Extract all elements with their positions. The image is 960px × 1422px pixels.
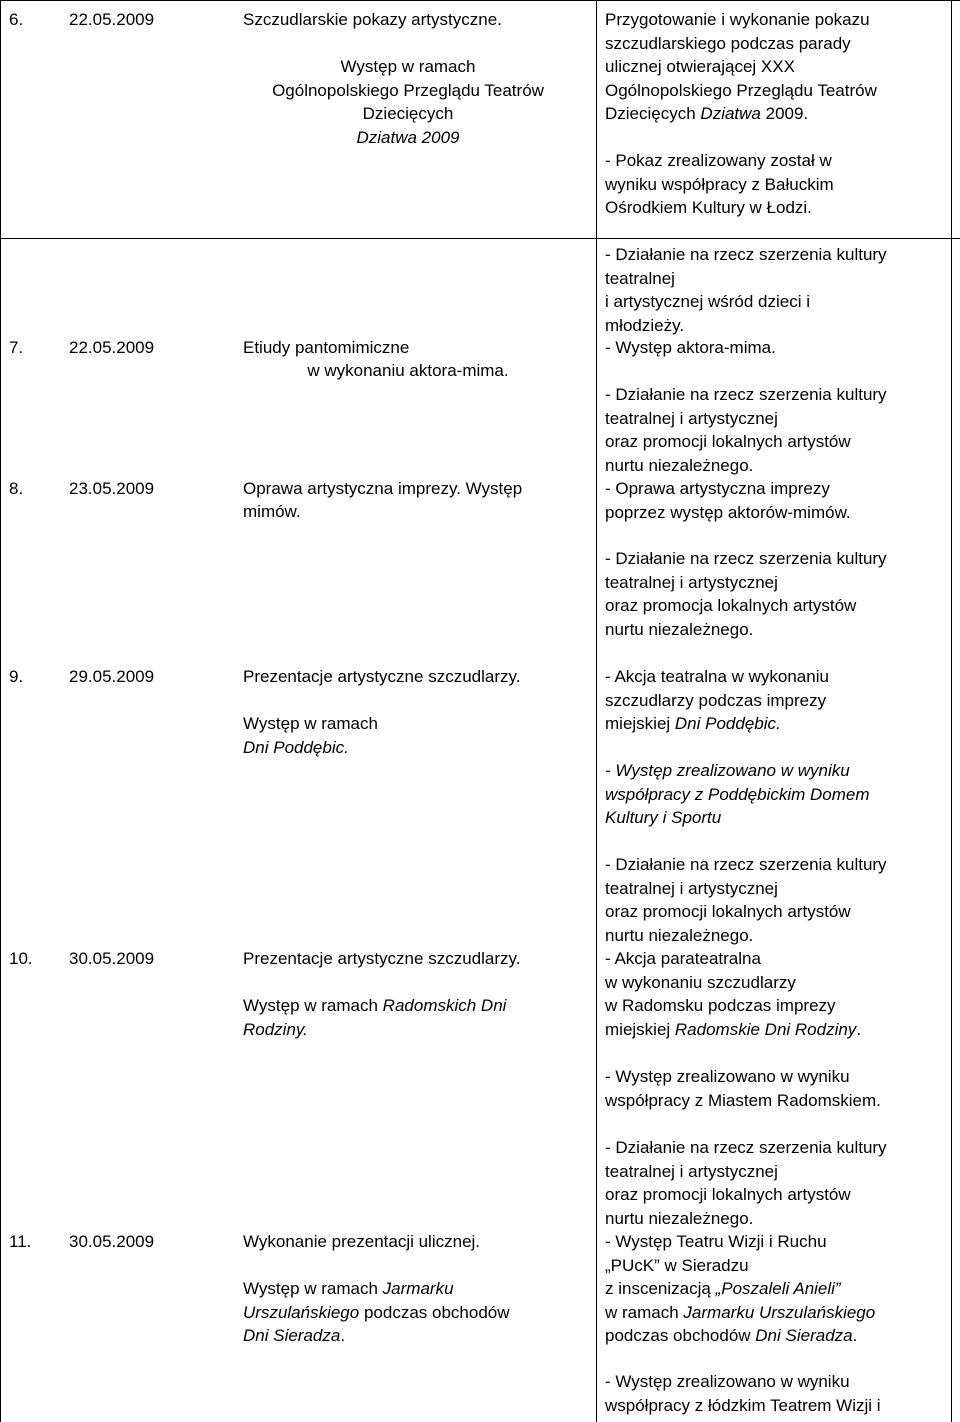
italic-run: współpracy z Poddębickim Domem	[605, 784, 870, 804]
goal-line	[605, 149, 832, 173]
goal-line	[605, 547, 887, 571]
italic-run: Jarmarku	[382, 1279, 454, 1298]
goal-line	[605, 571, 778, 595]
row-number: 6.	[9, 10, 24, 29]
italic-run: Radomskie Dni Rodziny	[674, 1019, 857, 1039]
text-run: Przygotowanie i wykonanie pokazu	[605, 10, 870, 29]
event-description-line	[240, 79, 576, 103]
event-description-line	[240, 126, 576, 150]
goal-line	[605, 32, 851, 56]
row-divider	[0, 238, 960, 239]
text-run: i artystycznej wśród dzieci i	[605, 292, 811, 311]
italic-run: Dziatwa 2009	[356, 127, 460, 147]
event-description-line	[240, 55, 576, 79]
text-run: podczas obchodów	[359, 1302, 510, 1322]
row-number: 10.	[9, 949, 33, 968]
text-run: - Działanie na rzecz szerzenia kultury	[605, 245, 887, 264]
text-run: w wykonaniu aktora-mima.	[307, 361, 509, 380]
text-run: współpracy z łódzkim Teatrem Wizji i	[605, 1395, 881, 1415]
goal-line	[605, 924, 753, 948]
text-run: w ramach	[605, 1302, 684, 1322]
goal-line	[605, 383, 887, 407]
goal-line	[605, 173, 834, 197]
italic-run: Radomskich Dni	[382, 996, 507, 1015]
event-title: Prezentacje artystyczne szczudlarzy.	[243, 667, 521, 686]
text-run: z inscenizacją	[605, 1279, 716, 1298]
text-run: - Działanie na rzecz szerzenia kultury	[605, 1138, 887, 1157]
goal-line	[605, 1324, 857, 1348]
goal-line	[605, 877, 778, 901]
event-title: Oprawa artystyczna imprezy. Występ	[243, 479, 523, 498]
table-border-right	[951, 0, 952, 1422]
text-run: - Pokaz zrealizowany został w	[605, 151, 832, 170]
goal-line	[605, 290, 810, 314]
italic-run: Jarmarku Urszulańskiego	[683, 1302, 876, 1322]
text-run: wyniku współpracy z Bałuckim	[605, 174, 834, 194]
event-date: 30.05.2009	[69, 1232, 155, 1251]
text-run: Dziecięcych	[362, 104, 454, 123]
text-run: - Akcja teatralna w wykonaniu	[605, 667, 829, 686]
text-run: Występ w ramach	[243, 996, 383, 1015]
text-run: poprzez występ aktorów-mimów.	[605, 502, 851, 522]
text-run: oraz promocji lokalnych artystów	[605, 1185, 851, 1204]
event-description-line	[243, 712, 378, 736]
event-date: 22.05.2009	[69, 338, 155, 357]
goal-line	[605, 947, 761, 971]
goal-line	[605, 243, 887, 267]
event-description-line	[243, 994, 506, 1018]
event-description-line	[240, 102, 576, 126]
text-run: - Występ aktora-mima.	[605, 338, 776, 357]
event-date: 29.05.2009	[69, 667, 155, 686]
text-run: Występ w ramach	[340, 57, 476, 76]
goal-line	[605, 1207, 753, 1231]
goal-line	[605, 759, 850, 783]
event-title: Szczudlarskie pokazy artystyczne.	[243, 10, 502, 29]
goal-line	[605, 314, 684, 338]
text-run: w Radomsku podczas imprezy	[605, 996, 836, 1015]
goal-line	[605, 712, 781, 736]
text-run: podczas obchodów	[605, 1326, 756, 1345]
event-title: Etiudy pantomimiczne	[243, 338, 410, 357]
event-description-line	[243, 500, 301, 524]
italic-run: Urszulańskiego	[243, 1302, 360, 1322]
goal-line	[605, 1394, 881, 1418]
goal-line	[605, 79, 877, 103]
italic-run: Dziatwa	[700, 104, 761, 123]
text-run: - Oprawa artystyczna imprezy	[605, 479, 830, 498]
text-run: - Akcja parateatralna	[605, 949, 761, 968]
row-number: 8.	[9, 479, 24, 498]
italic-run: Dni Sieradza	[243, 1326, 341, 1345]
italic-run: Rodziny.	[243, 1019, 308, 1039]
goal-line	[605, 454, 753, 478]
text-run: miejskiej	[605, 714, 675, 733]
goal-line	[605, 407, 778, 431]
event-title: Prezentacje artystyczne szczudlarzy.	[243, 949, 521, 968]
goal-line	[605, 196, 812, 220]
column-divider	[596, 0, 597, 1422]
text-run: Ogólnopolskiego Przeglądu Teatrów	[272, 80, 544, 100]
event-date: 23.05.2009	[69, 479, 155, 498]
text-run: 2009.	[760, 104, 809, 123]
text-run: oraz promocja lokalnych artystów	[605, 596, 857, 615]
goal-line	[605, 971, 796, 995]
event-description-line	[243, 1018, 308, 1042]
text-run: - Działanie na rzecz szerzenia kultury	[605, 549, 887, 568]
goal-line	[605, 783, 870, 807]
event-description-line	[240, 359, 576, 383]
goal-line	[605, 900, 851, 924]
goal-line	[605, 1277, 841, 1301]
event-description-line	[243, 736, 349, 760]
event-description-line	[243, 1277, 454, 1301]
goal-line	[605, 665, 829, 689]
text-run: Występ w ramach	[243, 714, 378, 733]
text-run: teatralnej	[605, 268, 675, 288]
row-number: 11.	[9, 1232, 32, 1251]
row-number: 9.	[9, 667, 24, 686]
italic-run: Dni Sieradza	[755, 1326, 853, 1345]
goal-line	[605, 618, 753, 642]
goal-line	[605, 1230, 827, 1254]
text-run: - Występ zrealizowano w wyniku	[605, 1372, 850, 1391]
goal-line	[605, 1183, 851, 1207]
text-run: nurtu niezależnego.	[605, 925, 754, 945]
text-run: - Działanie na rzecz szerzenia kultury	[605, 855, 887, 874]
text-run: Występ w ramach	[243, 1279, 383, 1298]
text-run: w wykonaniu szczudlarzy	[605, 972, 796, 992]
text-run: - Działanie na rzecz szerzenia kultury	[605, 385, 887, 404]
goal-line	[605, 689, 826, 713]
italic-run: Dni Poddębic.	[674, 714, 781, 733]
event-date: 22.05.2009	[69, 10, 155, 29]
goal-line	[605, 994, 836, 1018]
goal-line	[605, 1301, 875, 1325]
goal-line	[605, 594, 856, 618]
text-run: mimów.	[243, 502, 301, 521]
event-title: Wykonanie prezentacji ulicznej.	[243, 1232, 481, 1251]
text-run: miejskiej	[605, 1019, 675, 1039]
goal-line	[605, 806, 721, 830]
text-run: .	[340, 1326, 346, 1345]
text-run: ulicznej otwierającej XXX	[605, 57, 795, 76]
text-run: Dziecięcych	[605, 104, 701, 123]
goal-line	[605, 1089, 881, 1113]
goal-line	[605, 853, 887, 877]
italic-run: - Występ zrealizowano w wyniku	[605, 761, 850, 780]
goal-line	[605, 336, 776, 360]
text-run: .	[852, 1326, 858, 1345]
text-run: - Występ zrealizowano w wyniku	[605, 1067, 850, 1086]
goal-line	[605, 1254, 749, 1278]
table-border-left	[0, 0, 1, 1422]
italic-run: „Poszaleli Anieli”	[715, 1279, 841, 1298]
text-run: .	[856, 1019, 862, 1039]
text-run: teatralnej i artystycznej	[605, 878, 778, 898]
text-run: teatralnej i artystycznej	[605, 572, 778, 592]
text-run: młodzieży.	[605, 315, 685, 335]
text-run: Ogólnopolskiego Przeglądu Teatrów	[605, 80, 877, 100]
text-run: oraz promocji lokalnych artystów	[605, 902, 851, 921]
text-run: Ośrodkiem Kultury w Łodzi.	[605, 198, 812, 217]
text-run: nurtu niezależnego.	[605, 619, 754, 639]
event-description-line	[243, 1301, 510, 1325]
goal-line	[605, 1160, 778, 1184]
event-date: 30.05.2009	[69, 949, 155, 968]
row-number: 7.	[9, 338, 24, 357]
text-run: oraz promocji lokalnych artystów	[605, 432, 851, 451]
goal-line	[605, 477, 830, 501]
italic-run: Kultury i Sportu	[605, 808, 722, 827]
table-border-top	[0, 0, 960, 1]
text-run: nurtu niezależnego.	[605, 1208, 754, 1228]
text-run: szczudlarskiego podczas parady	[605, 33, 851, 53]
event-description-line	[243, 1324, 345, 1348]
goal-line	[605, 102, 808, 126]
goal-line	[605, 1065, 850, 1089]
goal-line	[605, 430, 851, 454]
goal-line	[605, 1370, 850, 1394]
goal-line	[605, 501, 851, 525]
text-run: teatralnej i artystycznej	[605, 408, 778, 428]
goal-line	[605, 55, 795, 79]
text-run: „PUcK” w Sieradzu	[605, 1255, 749, 1275]
text-run: nurtu niezależnego.	[605, 455, 754, 475]
goal-line	[605, 1136, 887, 1160]
text-run: szczudlarzy podczas imprezy	[605, 690, 827, 710]
text-run: - Występ Teatru Wizji i Ruchu	[605, 1232, 827, 1251]
italic-run: Dni Poddębic.	[243, 737, 349, 757]
goal-line	[605, 8, 870, 32]
goal-line	[605, 1018, 861, 1042]
goal-line	[605, 267, 675, 291]
text-run: teatralnej i artystycznej	[605, 1161, 778, 1181]
text-run: współpracy z Miastem Radomskiem.	[605, 1090, 881, 1110]
